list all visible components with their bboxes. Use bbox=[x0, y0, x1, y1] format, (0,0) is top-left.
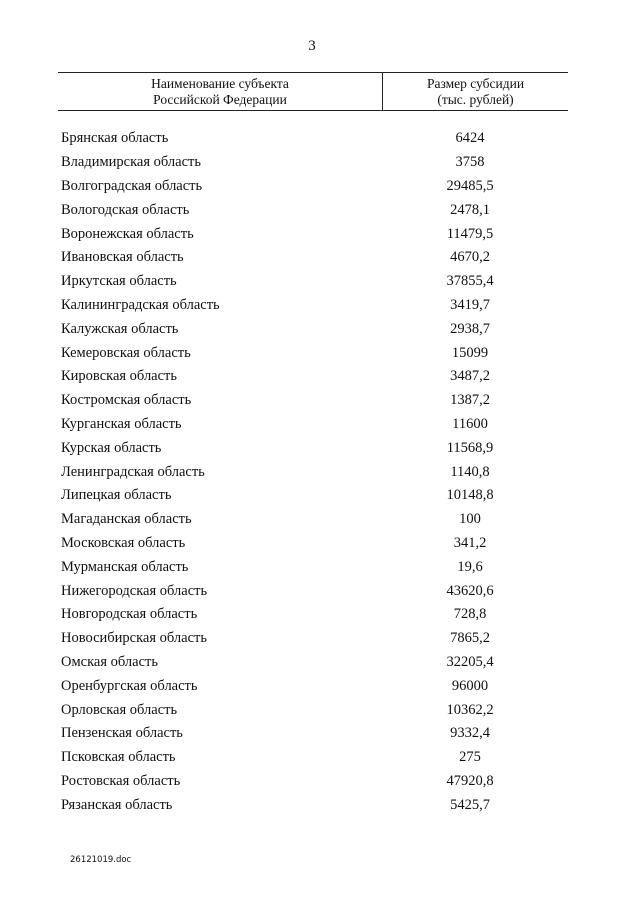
region-name: Магаданская область bbox=[61, 511, 192, 528]
header-amount-line2: (тыс. рублей) bbox=[437, 91, 514, 107]
table-body bbox=[58, 127, 568, 817]
subsidy-amount: 11568,9 bbox=[446, 439, 494, 456]
region-name: Орловская область bbox=[61, 701, 178, 718]
region-name: Ивановская область bbox=[61, 249, 184, 266]
header-subsidy-amount bbox=[383, 73, 568, 110]
subsidy-amount: 3758 bbox=[455, 154, 485, 171]
subsidy-amount: 1140,8 bbox=[450, 463, 490, 480]
subsidy-amount: 9332,4 bbox=[450, 725, 490, 742]
table-row bbox=[58, 555, 568, 579]
page-number: 3 bbox=[308, 38, 316, 54]
region-name: Пензенская область bbox=[61, 725, 183, 742]
table-row bbox=[58, 341, 568, 365]
table-row bbox=[58, 674, 568, 698]
table-row bbox=[58, 484, 568, 508]
region-name: Вологодская область bbox=[61, 201, 190, 218]
table-row bbox=[58, 175, 568, 199]
region-name: Липецкая область bbox=[61, 487, 172, 504]
subsidy-amount: 7865,2 bbox=[450, 630, 490, 647]
table-row bbox=[58, 722, 568, 746]
subsidy-amount: 10362,2 bbox=[446, 701, 494, 718]
table-header bbox=[58, 72, 568, 111]
subsidy-amount: 10148,8 bbox=[446, 487, 494, 504]
subsidy-amount: 19,6 bbox=[457, 558, 483, 575]
table-row bbox=[58, 246, 568, 270]
subsidy-amount: 47920,8 bbox=[446, 772, 494, 789]
table-row bbox=[58, 270, 568, 294]
region-name: Ленинградская область bbox=[61, 463, 205, 480]
document-code: 26121019.doc bbox=[70, 855, 132, 865]
region-name: Калининградская область bbox=[61, 296, 220, 313]
region-name: Мурманская область bbox=[61, 558, 189, 575]
subsidy-amount: 728,8 bbox=[453, 606, 487, 623]
table-row bbox=[58, 793, 568, 817]
subsidy-amount: 32205,4 bbox=[446, 653, 494, 670]
table-row bbox=[58, 222, 568, 246]
region-name: Владимирская область bbox=[61, 154, 201, 171]
table-row bbox=[58, 198, 568, 222]
table-row bbox=[58, 698, 568, 722]
subsidy-amount: 6424 bbox=[455, 130, 485, 147]
subsidy-amount: 5425,7 bbox=[450, 796, 490, 813]
region-name: Ростовская область bbox=[61, 772, 181, 789]
region-name: Курганская область bbox=[61, 415, 182, 432]
table-row bbox=[58, 770, 568, 794]
subsidy-amount: 3487,2 bbox=[450, 368, 490, 385]
subsidy-amount: 15099 bbox=[451, 344, 489, 361]
region-name: Московская область bbox=[61, 534, 186, 551]
header-region-line1: Наименование субъекта bbox=[151, 75, 289, 91]
subsidy-amount: 4670,2 bbox=[450, 249, 490, 266]
region-name: Оренбургская область bbox=[61, 677, 198, 694]
table-row bbox=[58, 127, 568, 151]
header-region-name bbox=[58, 73, 383, 110]
region-name: Новосибирская область bbox=[61, 630, 207, 647]
region-name: Воронежская область bbox=[61, 225, 194, 242]
subsidy-amount: 37855,4 bbox=[446, 273, 494, 290]
table-row bbox=[58, 317, 568, 341]
table-row bbox=[58, 603, 568, 627]
region-name: Новгородская область bbox=[61, 606, 198, 623]
region-name: Брянская область bbox=[61, 130, 169, 147]
table-row bbox=[58, 294, 568, 318]
region-name: Кемеровская область bbox=[61, 344, 191, 361]
subsidy-amount: 100 bbox=[459, 511, 481, 528]
region-name: Кировская область bbox=[61, 368, 178, 385]
table-row bbox=[58, 413, 568, 437]
table-row bbox=[58, 627, 568, 651]
region-name: Волгоградская область bbox=[61, 177, 203, 194]
region-name: Иркутская область bbox=[61, 273, 177, 290]
region-name: Костромская область bbox=[61, 392, 192, 409]
subsidy-amount: 29485,5 bbox=[446, 177, 494, 194]
table-row bbox=[58, 436, 568, 460]
header-amount-line1: Размер субсидии bbox=[426, 75, 525, 91]
table-row bbox=[58, 508, 568, 532]
region-name: Калужская область bbox=[61, 320, 179, 337]
subsidy-amount: 341,2 bbox=[453, 534, 487, 551]
subsidy-amount: 2478,1 bbox=[450, 201, 490, 218]
region-name: Омская область bbox=[61, 653, 158, 670]
subsidy-amount: 11479,5 bbox=[446, 225, 494, 242]
region-name: Курская область bbox=[61, 439, 162, 456]
subsidy-amount: 96000 bbox=[451, 677, 489, 694]
table-row bbox=[58, 365, 568, 389]
subsidy-amount: 3419,7 bbox=[450, 296, 490, 313]
subsidy-amount: 11600 bbox=[452, 415, 488, 432]
subsidy-amount: 43620,6 bbox=[446, 582, 494, 599]
region-name: Псковская область bbox=[61, 749, 176, 766]
table-row bbox=[58, 651, 568, 675]
region-name: Рязанская область bbox=[61, 796, 173, 813]
table-row bbox=[58, 460, 568, 484]
table-row bbox=[58, 532, 568, 556]
subsidy-amount: 2938,7 bbox=[450, 320, 490, 337]
table-row bbox=[58, 389, 568, 413]
table-row bbox=[58, 746, 568, 770]
subsidy-table bbox=[58, 72, 568, 817]
header-region-line2: Российской Федерации bbox=[153, 91, 287, 107]
table-row bbox=[58, 579, 568, 603]
subsidy-amount: 1387,2 bbox=[450, 392, 490, 409]
subsidy-amount: 275 bbox=[459, 749, 481, 766]
region-name: Нижегородская область bbox=[61, 582, 208, 599]
table-row bbox=[58, 151, 568, 175]
